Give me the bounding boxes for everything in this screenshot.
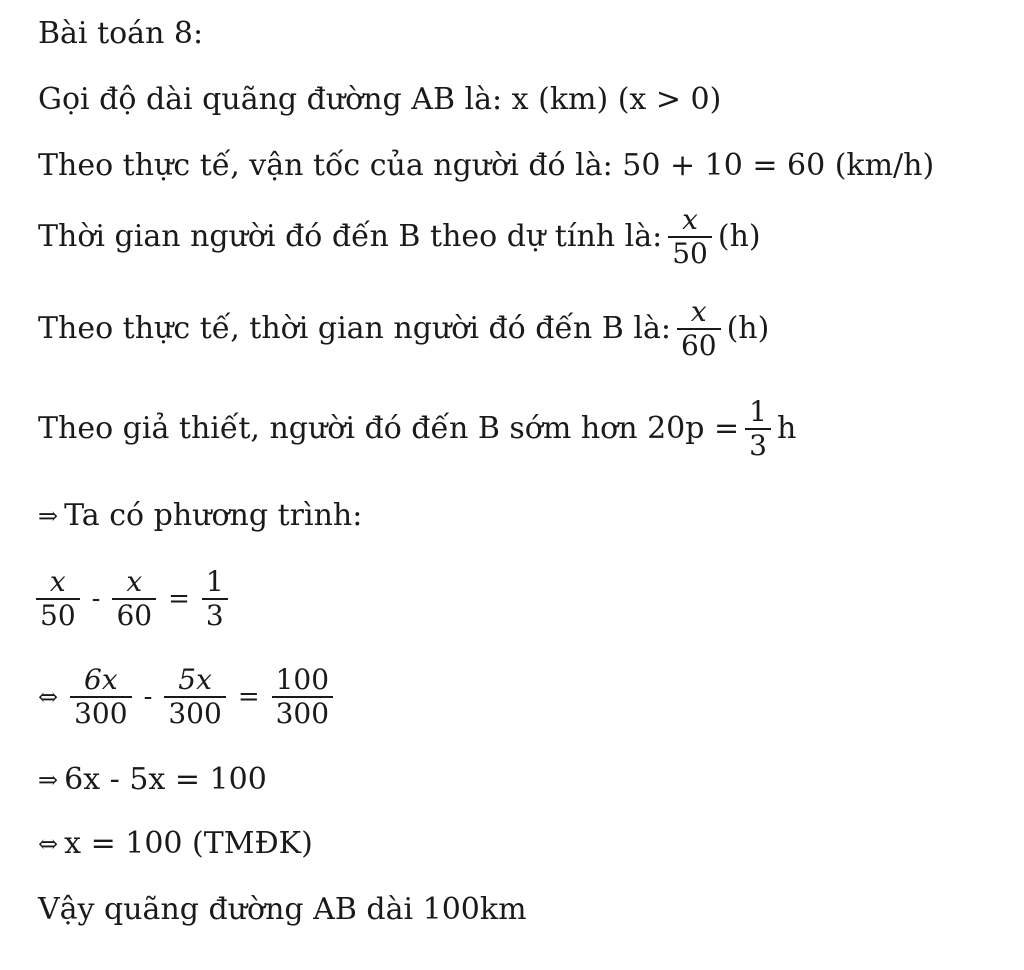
equation-step-3-text: 6x - 5x = 100 (64, 762, 267, 797)
fraction-denominator: 60 (680, 329, 717, 362)
fraction-denominator: 300 (74, 697, 128, 730)
fraction-numerator: x (126, 565, 143, 598)
fraction-numerator: x (690, 295, 707, 328)
assumption-text: Theo giả thiết, người đó đến B sớm hơn 20p = (38, 411, 740, 446)
implies-arrow-icon: ⇒ (38, 766, 59, 794)
fraction-denominator: 50 (672, 237, 708, 270)
equals-sign: = (237, 682, 260, 712)
fraction-numerator: x (49, 565, 66, 598)
actual-time-statement (38, 296, 769, 362)
fraction-numerator: x (682, 203, 698, 236)
fraction-denominator: 3 (205, 599, 224, 632)
planned-time-unit: (h) (717, 219, 761, 254)
fraction-numerator: 5x (178, 663, 212, 696)
fraction-denominator: 60 (116, 599, 153, 632)
fraction-denominator: 300 (275, 697, 330, 730)
problem-title-text: Bài toán 8: (38, 16, 204, 51)
eq2-fraction-2 (164, 664, 225, 730)
minus-sign: - (143, 682, 153, 712)
equals-sign: = (168, 584, 190, 614)
actual-time-unit: (h) (726, 311, 770, 346)
equation-step-1 (36, 566, 234, 632)
fraction-denominator: 3 (749, 429, 767, 462)
fraction-denominator: 300 (168, 697, 222, 730)
conclusion (38, 892, 527, 928)
assumption-unit: h (776, 411, 797, 446)
fraction-denominator: 50 (40, 599, 76, 632)
implies-arrow-icon: ⇒ (38, 502, 59, 530)
planned-time-text: Thời gian người đó đến B theo dự tính là: (38, 219, 663, 254)
actual-time-fraction (677, 296, 721, 362)
eq2-fraction-3 (272, 664, 333, 730)
eq1-fraction-1 (36, 566, 80, 632)
conclusion-text: Vậy quãng đường AB dài 100km (38, 892, 527, 927)
equivalent-arrow-icon: ⇔ (38, 830, 59, 858)
fraction-numerator: 6x (84, 663, 118, 696)
equation-step-3 (38, 762, 267, 798)
assumption-statement (38, 396, 796, 462)
equation-intro-text: Ta có phương trình: (64, 498, 363, 533)
minus-sign: - (91, 584, 101, 614)
let-statement-text: Gọi độ dài quãng đường AB là: x (km) (x > 0) (38, 82, 722, 117)
fraction-numerator: 1 (205, 565, 224, 598)
planned-time-statement (38, 204, 761, 270)
equation-step-4 (38, 826, 313, 862)
speed-statement-text: Theo thực tế, vận tốc của người đó là: 50 + 10 = 60 (km/h) (38, 148, 935, 183)
problem-title (38, 16, 203, 52)
assumption-fraction (745, 396, 771, 462)
actual-time-text: Theo thực tế, thời gian người đó đến B là: (38, 311, 671, 346)
fraction-numerator: 100 (275, 663, 330, 696)
equivalent-arrow-icon: ⇔ (38, 683, 59, 711)
equation-intro (38, 498, 362, 534)
speed-statement (38, 148, 934, 184)
equation-step-4-text: x = 100 (TMĐK) (64, 826, 313, 861)
let-statement (38, 82, 721, 118)
eq1-fraction-2 (112, 566, 156, 632)
planned-time-fraction (668, 204, 712, 270)
equation-step-2 (38, 664, 339, 730)
fraction-numerator: 1 (749, 395, 767, 428)
eq1-fraction-3 (202, 566, 228, 632)
eq2-fraction-1 (70, 664, 131, 730)
